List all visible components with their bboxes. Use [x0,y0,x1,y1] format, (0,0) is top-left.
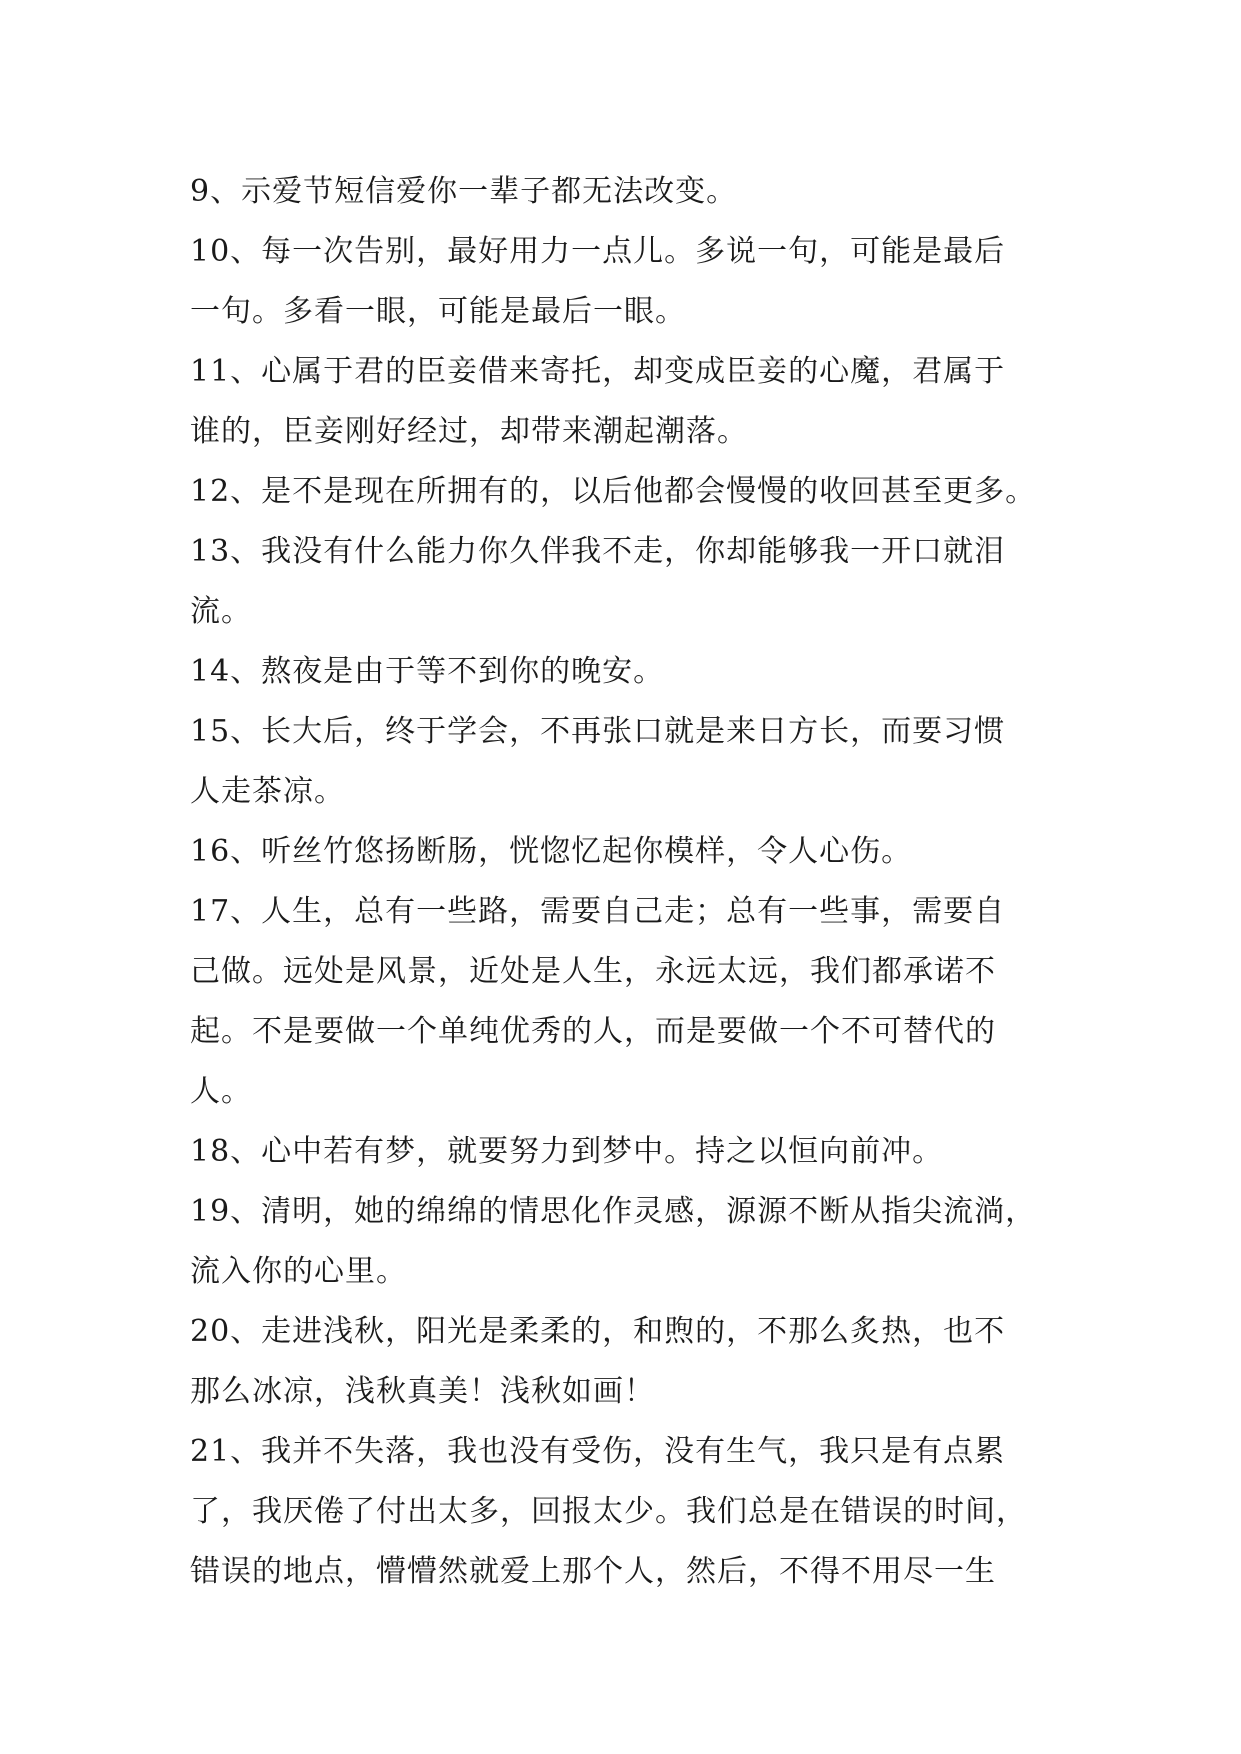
text-line: 21、我并不失落，我也没有受伤，没有生气，我只是有点累 [190,1434,1006,1469]
text-line: 那么冰凉，浅秋真美！浅秋如画！ [190,1374,655,1409]
text-line: 一句。多看一眼，可能是最后一眼。 [190,294,686,329]
text-line: 9、示爱节短信爱你一辈子都无法改变。 [190,174,738,209]
text-line: 流。 [190,594,252,629]
text-line: 17、人生，总有一些路，需要自己走；总有一些事，需要自 [190,894,1006,929]
text-line: 起。不是要做一个单纯优秀的人，而是要做一个不可替代的 [190,1014,996,1049]
text-line: 错误的地点，懵懵然就爱上那个人，然后，不得不用尽一生 [190,1554,996,1589]
text-line: 13、我没有什么能力你久伴我不走，你却能够我一开口就泪 [190,534,1006,569]
text-line: 人走茶凉。 [190,774,345,809]
text-line: 流入你的心里。 [190,1254,407,1289]
text-line: 15、长大后，终于学会，不再张口就是来日方长，而要习惯 [190,714,1006,749]
text-line: 了，我厌倦了付出太多，回报太少。我们总是在错误的时间， [190,1494,1027,1529]
text-line: 谁的，臣妾刚好经过，却带来潮起潮落。 [190,414,748,449]
text-line: 16、听丝竹悠扬断肠，恍惚忆起你模样，令人心伤。 [190,834,913,869]
text-line: 己做。远处是风景，近处是人生，永远太远，我们都承诺不 [190,954,996,989]
text-line: 10、每一次告别，最好用力一点儿。多说一句，可能是最后 [190,234,1006,269]
text-line: 12、是不是现在所拥有的，以后他都会慢慢的收回甚至更多。 [190,474,1037,509]
document-body [190,162,1052,1602]
text-line: 18、心中若有梦，就要努力到梦中。持之以恒向前冲。 [190,1134,944,1169]
text-line: 19、清明，她的绵绵的情思化作灵感，源源不断从指尖流淌， [190,1194,1037,1229]
text-line: 人。 [190,1074,252,1109]
text-line: 14、熬夜是由于等不到你的晚安。 [190,654,665,689]
text-line: 20、走进浅秋，阳光是柔柔的，和煦的，不那么炙热，也不 [190,1314,1006,1349]
text-line: 11、心属于君的臣妾借来寄托，却变成臣妾的心魔，君属于 [190,354,1006,389]
